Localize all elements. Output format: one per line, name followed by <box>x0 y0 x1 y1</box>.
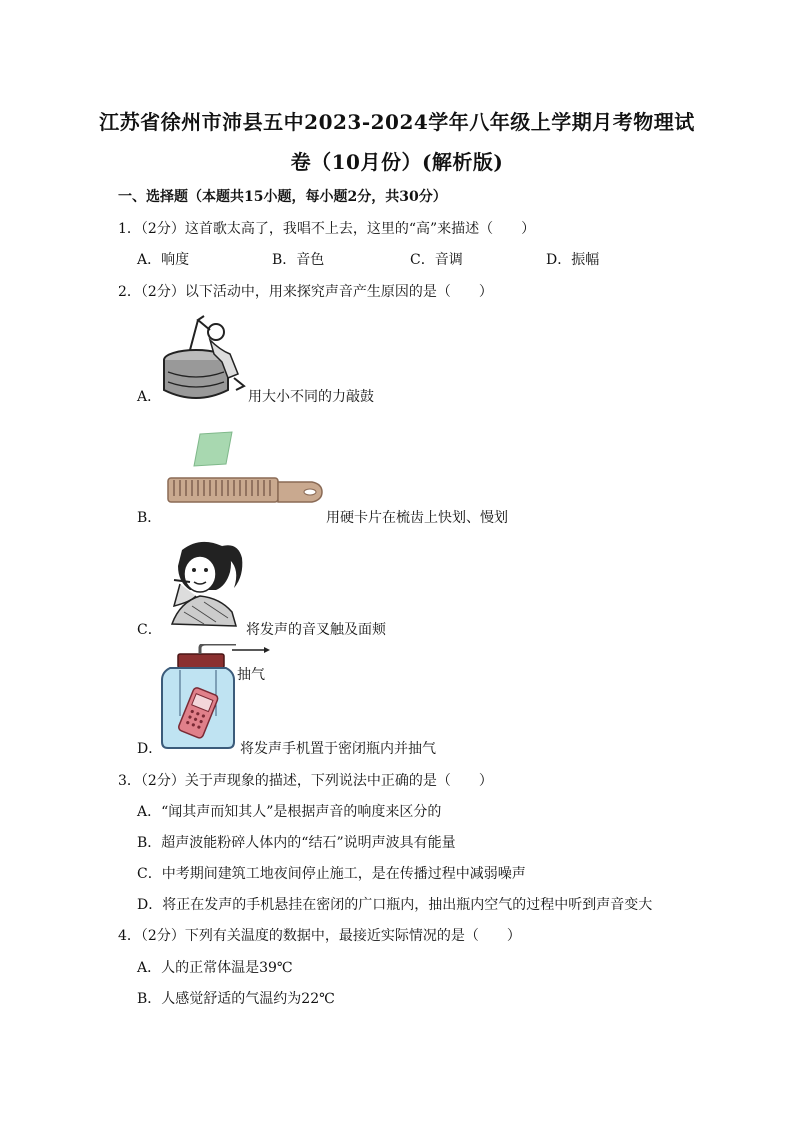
question-3-option-c: C．中考期间建筑工地夜间停止施工，是在传播过程中减弱噪声 <box>137 866 526 882</box>
question-1-option-d: D．振幅 <box>546 252 600 268</box>
question-4-stem: 4．（2分）下列有关温度的数据中，最接近实际情况的是（ ） <box>118 928 521 944</box>
drum-illustration <box>158 310 248 404</box>
question-1-option-c: C．音调 <box>410 252 463 268</box>
question-2-option-c-letter: C． <box>137 622 162 638</box>
question-4-option-b: B．人感觉舒适的气温约为22℃ <box>137 991 335 1007</box>
question-2-option-b-text: 用硬卡片在梳齿上快划、慢划 <box>326 510 508 526</box>
question-2-pump-label: 抽气 <box>237 667 265 683</box>
question-3-option-b: B．超声波能粉碎人体内的“结石”说明声波具有能量 <box>137 835 456 851</box>
question-2-option-a-text: 用大小不同的力敲鼓 <box>248 389 374 405</box>
question-3-option-a: A．“闻其声而知其人”是根据声音的响度来区分的 <box>137 804 442 820</box>
section-heading: 一、选择题（本题共15小题，每小题2分，共30分） <box>118 189 447 205</box>
question-2-option-d-letter: D． <box>137 741 163 757</box>
question-2-option-b-letter: B． <box>137 510 162 526</box>
question-4-option-a: A．人的正常体温是39℃ <box>137 960 293 976</box>
question-1-option-a: A．响度 <box>137 252 190 268</box>
question-3-stem: 3．（2分）关于声现象的描述，下列说法中正确的是（ ） <box>118 773 493 789</box>
document-title-line2: 卷（10月份）(解析版) <box>290 150 504 174</box>
tuning-fork-face-illustration <box>160 536 246 630</box>
question-2-option-c-text: 将发声的音叉触及面颊 <box>246 622 386 638</box>
question-2-option-a-letter: A． <box>137 389 162 405</box>
question-1-option-b: B．音色 <box>272 252 325 268</box>
question-1-stem: 1．（2分）这首歌太高了，我唱不上去，这里的“高”来描述（ ） <box>118 221 536 237</box>
question-3-option-d: D．将正在发声的手机悬挂在密闭的广口瓶内，抽出瓶内空气的过程中听到声音变大 <box>137 897 653 913</box>
comb-illustration <box>160 430 326 508</box>
question-2-option-d-text: 将发声手机置于密闭瓶内并抽气 <box>240 741 436 757</box>
phone-in-bottle-illustration <box>160 644 270 752</box>
question-2-stem: 2．（2分）以下活动中，用来探究声音产生原因的是（ ） <box>118 284 493 300</box>
document-title-line1: 江苏省徐州市沛县五中2023-2024学年八年级上学期月考物理试 <box>99 110 695 134</box>
